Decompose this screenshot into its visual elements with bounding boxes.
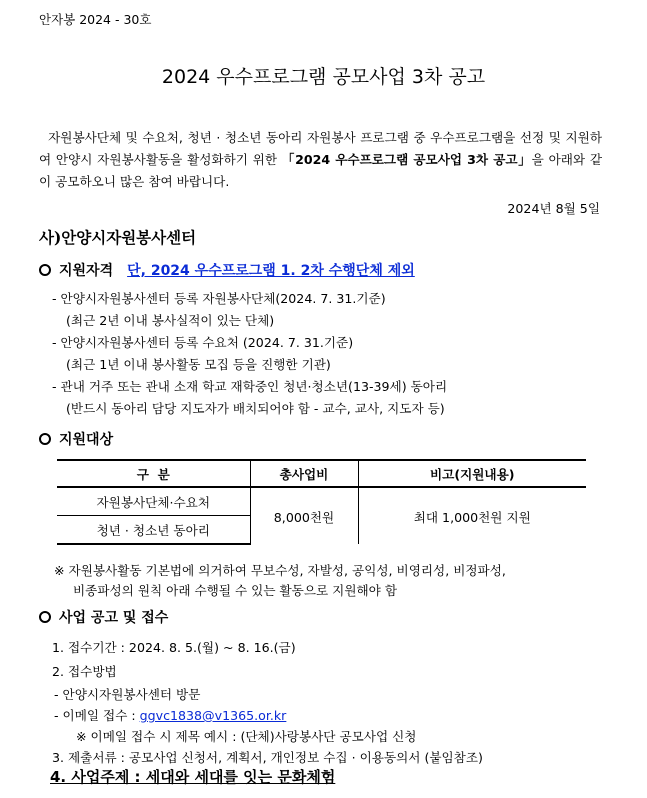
target-section-heading — [39, 429, 113, 449]
announcement-section-heading — [39, 607, 168, 627]
email-link[interactable]: ggvc1838@v1365.or.kr — [139, 708, 287, 723]
footnote-line: 비종파성의 원칙 아래 수행될 수 있는 활동으로 지원해야 함 — [73, 583, 397, 598]
eligibility-line: (최근 1년 이내 봉사활동 모집 등을 진행한 기관) — [66, 357, 331, 372]
page-title: 2024 우수프로그램 공모사업 3차 공고 — [161, 66, 486, 88]
circle-bullet-icon — [39, 264, 51, 276]
reception-period: 1. 접수기간 : 2024. 8. 5.(월) ~ 8. 16.(금) — [52, 640, 296, 655]
organization-name: 사)안양시자원봉사센터 — [39, 228, 197, 247]
table-row — [57, 487, 586, 516]
footnote-line: ※ 자원봉사활동 기본법에 의거하여 무보수성, 자발성, 공익성, 비영리성, 비정파성, — [54, 563, 506, 578]
target-heading: 지원대상 — [59, 432, 114, 448]
reception-visit: - 안양시자원봉사센터 방문 — [54, 687, 201, 702]
table-cell-category: 청년 · 청소년 동아리 — [57, 516, 250, 545]
project-theme: 4. 사업주제 : 세대와 세대를 잇는 문화체험 — [50, 768, 336, 786]
document-number: 안자봉 2024 - 30호 — [39, 12, 152, 27]
table-cell-note: 최대 1,000천원 지원 — [358, 487, 586, 544]
required-documents: 3. 제출서류 : 공모사업 신청서, 계획서, 개인정보 수집 · 이용동의서 (붙임참조) — [52, 750, 483, 765]
eligibility-heading: 지원자격 — [59, 263, 114, 279]
reception-email-row — [54, 705, 286, 724]
table-header: 총사업비 — [250, 460, 358, 487]
intro-paragraph — [39, 127, 602, 193]
table-cell-category: 자원봉사단체·수요처 — [57, 487, 250, 516]
announcement-heading: 사업 공고 및 접수 — [59, 610, 169, 626]
reception-method-title: 2. 접수방법 — [52, 664, 117, 679]
eligibility-line: - 관내 거주 또는 관내 소재 학교 재학중인 청년·청소년(13-39세) 동아리 — [52, 379, 448, 394]
circle-bullet-icon — [39, 433, 51, 445]
intro-text-1: 자원봉사단체 및 수요처, 청년 · 청소년 동아리 자원봉사 프로그램 중 우수프로그램을 선정 및 지원하여 안양시 자원봉사활동을 활성화하기 위한 — [39, 130, 602, 167]
table-header: 비고(지원내용) — [358, 460, 586, 487]
eligibility-section-heading — [39, 260, 415, 280]
table-header-row — [57, 460, 586, 487]
email-label: - 이메일 접수 : — [54, 708, 140, 723]
table-header: 구 분 — [57, 460, 250, 487]
eligibility-line: (반드시 동아리 담당 지도자가 배치되어야 함 - 교수, 교사, 지도자 등) — [66, 401, 445, 416]
intro-highlight: 「2024 우수프로그램 공모사업 3차 공고」 — [281, 152, 532, 167]
eligibility-line: - 안양시자원봉사센터 등록 수요처 (2024. 7. 31.기준) — [52, 335, 354, 350]
eligibility-line: - 안양시자원봉사센터 등록 자원봉사단체(2024. 7. 31.기준) — [52, 291, 386, 306]
eligibility-line: (최근 2년 이내 봉사실적이 있는 단체) — [66, 313, 275, 328]
support-table — [57, 459, 586, 545]
table-cell-budget: 8,000천원 — [250, 487, 358, 544]
intro-text-2: 을 아래와 같이 공모하오니 많은 참여 바랍니다. — [39, 152, 602, 189]
circle-bullet-icon — [39, 611, 51, 623]
announcement-date: 2024년 8월 5일 — [507, 201, 600, 216]
email-subject-example: ※ 이메일 접수 시 제목 예시 : (단체)사랑봉사단 공모사업 신청 — [76, 729, 417, 744]
eligibility-notice: 단, 2024 우수프로그램 1. 2차 수행단체 제외 — [127, 263, 415, 279]
